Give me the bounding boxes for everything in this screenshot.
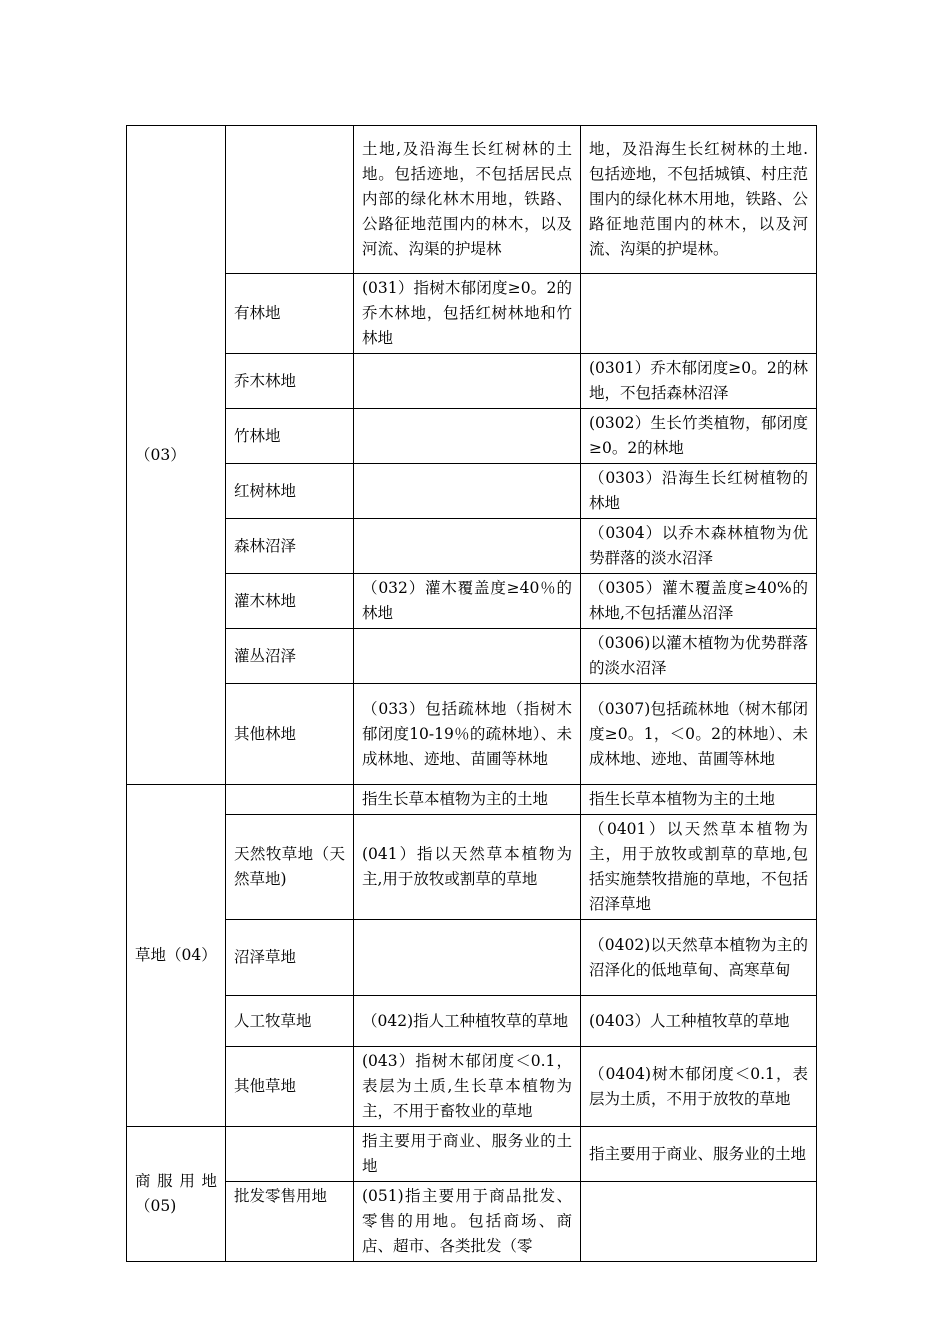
table-row <box>127 519 817 574</box>
old-standard-cell: (031）指树木郁闭度≥0。2的乔木林地，包括红树林地和竹林地 <box>354 274 581 354</box>
subcategory-cell: 竹林地 <box>226 409 354 464</box>
old-standard-cell <box>354 464 581 519</box>
subcategory-cell: 红树林地 <box>226 464 354 519</box>
old-standard-cell <box>354 629 581 684</box>
category-cell: （03） <box>127 126 226 785</box>
new-standard-cell: （0303）沿海生长红树植物的林地 <box>581 464 817 519</box>
subcategory-cell: 有林地 <box>226 274 354 354</box>
old-standard-cell: 指生长草本植物为主的土地 <box>354 785 581 815</box>
table-row <box>127 1182 817 1262</box>
new-standard-cell: （0305）灌木覆盖度≥40%的林地,不包括灌丛沼泽 <box>581 574 817 629</box>
table-row <box>127 629 817 684</box>
table-row <box>127 126 817 274</box>
old-standard-cell: （032）灌木覆盖度≥40％的林地 <box>354 574 581 629</box>
subcategory-cell: 森林沼泽 <box>226 519 354 574</box>
old-standard-cell: (041）指以天然草本植物为主,用于放牧或割草的草地 <box>354 815 581 920</box>
old-standard-cell <box>354 354 581 409</box>
subcategory-cell: 乔木林地 <box>226 354 354 409</box>
new-standard-cell: (0302）生长竹类植物，郁闭度≥0。2的林地 <box>581 409 817 464</box>
table-row <box>127 1047 817 1127</box>
table-row <box>127 996 817 1047</box>
subcategory-cell: 批发零售用地 <box>226 1182 354 1262</box>
subcategory-cell: 其他林地 <box>226 684 354 785</box>
subcategory-cell: 其他草地 <box>226 1047 354 1127</box>
subcategory-cell <box>226 126 354 274</box>
new-standard-cell: （0404)树木郁闭度＜0.1，表层为土质，不用于放牧的草地 <box>581 1047 817 1127</box>
table-row <box>127 574 817 629</box>
table-row <box>127 920 817 996</box>
subcategory-cell <box>226 1127 354 1182</box>
subcategory-cell: 人工牧草地 <box>226 996 354 1047</box>
table-row <box>127 464 817 519</box>
old-standard-cell: (043）指树木郁闭度＜0.1，表层为土质,生长草本植物为主，不用于畜牧业的草地 <box>354 1047 581 1127</box>
subcategory-cell: 灌木林地 <box>226 574 354 629</box>
new-standard-cell: (0403）人工种植牧草的草地 <box>581 996 817 1047</box>
new-standard-cell: 指生长草本植物为主的土地 <box>581 785 817 815</box>
subcategory-cell: 天然牧草地（天然草地) <box>226 815 354 920</box>
old-standard-cell <box>354 519 581 574</box>
subcategory-cell: 沼泽草地 <box>226 920 354 996</box>
new-standard-cell: (0301）乔木郁闭度≥0。2的林地，不包括森林沼泽 <box>581 354 817 409</box>
land-classification-table <box>126 125 817 1262</box>
subcategory-cell <box>226 785 354 815</box>
new-standard-cell <box>581 274 817 354</box>
table-row <box>127 409 817 464</box>
old-standard-cell: （042)指人工种植牧草的草地 <box>354 996 581 1047</box>
category-cell: 草地（04） <box>127 785 226 1127</box>
new-standard-cell: 地，及沿海生长红树林的土地.包括迹地，不包括城镇、村庄范围内的绿化林木用地，铁路、公路征地范围内的林木，以及河流、沟渠的护堤林。 <box>581 126 817 274</box>
table-row <box>127 684 817 785</box>
new-standard-cell: （0402)以天然草本植物为主的沼泽化的低地草甸、高寒草甸 <box>581 920 817 996</box>
old-standard-cell: （033）包括疏林地（指树木郁闭度10-19％的疏林地）、未成林地、迹地、苗圃等林地 <box>354 684 581 785</box>
old-standard-cell: (051)指主要用于商品批发、零售的用地。包括商场、商店、超市、各类批发（零 <box>354 1182 581 1262</box>
category-cell: 商服用地（05) <box>127 1127 226 1262</box>
table-row <box>127 1127 817 1182</box>
table-row <box>127 274 817 354</box>
new-standard-cell: （0401）以天然草本植物为主，用于放牧或割草的草地,包括实施禁牧措施的草地，不包括沼泽草地 <box>581 815 817 920</box>
subcategory-cell: 灌丛沼泽 <box>226 629 354 684</box>
old-standard-cell: 指主要用于商业、服务业的土地 <box>354 1127 581 1182</box>
old-standard-cell <box>354 920 581 996</box>
table-row <box>127 354 817 409</box>
new-standard-cell: （0306)以灌木植物为优势群落的淡水沼泽 <box>581 629 817 684</box>
new-standard-cell: （0307)包括疏林地（树木郁闭度≥0。1，＜0。2的林地）、未成林地、迹地、苗圃等林地 <box>581 684 817 785</box>
new-standard-cell <box>581 1182 817 1262</box>
new-standard-cell: 指主要用于商业、服务业的土地 <box>581 1127 817 1182</box>
new-standard-cell: （0304）以乔木森林植物为优势群落的淡水沼泽 <box>581 519 817 574</box>
table-row <box>127 785 817 815</box>
old-standard-cell: 土地,及沿海生长红树林的土地。包括迹地，不包括居民点内部的绿化林木用地，铁路、公路征地范围内的林木，以及河流、沟渠的护堤林 <box>354 126 581 274</box>
old-standard-cell <box>354 409 581 464</box>
table-row <box>127 815 817 920</box>
